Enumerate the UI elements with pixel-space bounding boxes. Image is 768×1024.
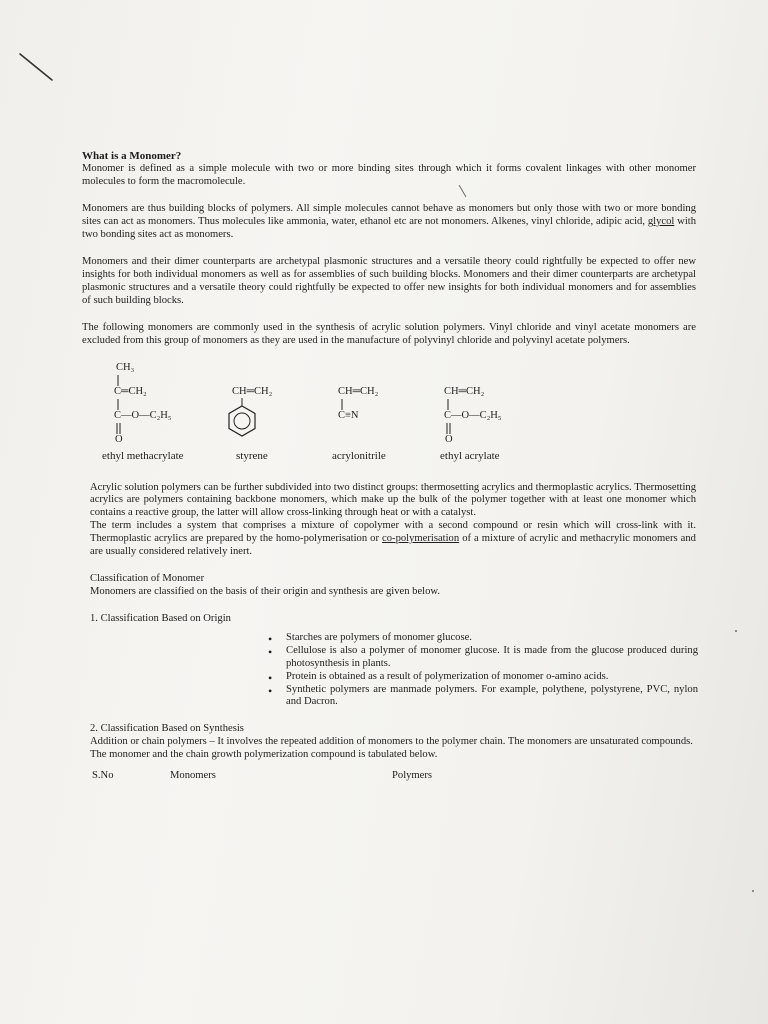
monomer-structures: CH₃ C═CH₂ C—O—C₂H₅ O CH═CH₂ CH═CH₂ C≡N CH═CH₂ C—O—C₂H₅ O ethyl methacrylate styrene acrylonitrile ethyl acrylate: [102, 361, 502, 462]
origin-title: 1. Classification Based on Origin: [90, 612, 231, 624]
underlined-term-copolymerisation: co-polymerisation: [382, 533, 460, 545]
paragraph-definition: Monomer is defined as a simple molecule with two or more binding sites through which it forms covalent linkages with other monomer molecules to form the macromolecule.: [82, 163, 696, 188]
paragraph-plasmonic: Monomers and their dimer counterparts are archetypal plasmonic structures and a versatile theory could rightfully be expected to offer new insights for both individual monomers as well as for assemblies of such building blocks. Monomers and their dimer counterparts are archetypal plasmonic structures and a versatile theory could rightfully be expected to offer new insights for both individual monomers and for assemblies of such building blocks.: [82, 256, 696, 306]
synthesis-paragraph: Addition or chain polymers – It involves the repeated addition of monomers to the polymer chain. The monomers are unsaturated compounds.: [90, 736, 693, 748]
section-heading: What is a Monomer?: [82, 150, 182, 162]
underlined-term-glycol: glycol: [647, 216, 675, 228]
synthesis-table-intro: The monomer and the chain growth polymerization compound is tabulated below.: [90, 749, 438, 761]
label-ethyl-methacrylate: ethyl methacrylate: [102, 449, 184, 462]
table-header-monomers: Monomers: [170, 770, 216, 782]
classification-intro: Monomers are classified on the basis of their origin and synthesis are given below.: [90, 586, 440, 597]
table-header-row: [82, 770, 696, 786]
table-header-polymers: Polymers: [392, 770, 433, 782]
paragraph-acrylic-monomers: The following monomers are commonly used in the synthesis of acrylic solution polymers. Vinyl chloride and vinyl acetate monomers are excluded from this group of monomers as they are used in the manufacture of polyvinyl chloride and polyvinyl acetate polymers.: [82, 321, 696, 346]
list-item: • Protein is obtained as a result of polymerization of monomer o-amino acids.: [268, 671, 698, 684]
bond-lines: [114, 362, 134, 452]
table-header-sno: S.No: [92, 770, 114, 782]
list-item: • Starches are polymers of monomer glucose.: [268, 632, 698, 645]
list-item: • Cellulose is also a polymer of monomer glucose. It is made from the glucose produced during photosynthesis in plants.: [268, 645, 698, 671]
label-styrene: styrene: [236, 449, 268, 462]
paragraph-building-blocks: Monomers are thus building blocks of polymers. All simple molecules cannot behave as monomers but only those with two or more bonding sites can act as monomers. Thus molecules like ammonia, water, ethanol etc are not monomers. Alkenes, vinyl chloride, adipic acid, glycol with two bonding sites act as monomers.: [82, 203, 697, 241]
list-item: • Synthetic polymers are manmade polymers. For example, polythene, polystyrene, PVC, nylon and Dacron.: [268, 684, 698, 710]
paragraph-thermoplastic: The term includes a system that comprises a mixture of copolymer with a second compound or resin which will cross-link with it. Thermoplastic acrylics are prepared by the homo-polymerisation or co-polymerisation of a mixture of acrylic and methacrylic monomers and are usually considered relatively inert.: [90, 520, 696, 558]
synthesis-title: 2. Classification Based on Synthesis: [90, 723, 244, 735]
scan-speck: [735, 630, 737, 632]
bond-lines: [444, 362, 464, 452]
label-acrylonitrile: acrylonitrile: [332, 449, 386, 462]
pen-stroke-mark: [18, 52, 58, 92]
origin-bullet-list: [268, 632, 698, 710]
paragraph-thermosetting: Acrylic solution polymers can be further subdivided into two distinct groups: thermosetting acrylics and thermoplastic acrylics. Thermosetting acrylics are polymers containing backbone monomers, which make up the bulk of the polymer together with at least one monomer which contains a reactive group, the latter will allow cross-linking through heat or with a catalyst.: [90, 481, 696, 519]
classification-title: Classification of Monomer: [90, 573, 205, 585]
benzene-ring: [228, 398, 268, 442]
bond-lines: [338, 362, 358, 422]
label-ethyl-acrylate: ethyl acrylate: [440, 449, 500, 462]
scan-speck: [752, 890, 754, 892]
document-body: [82, 150, 696, 786]
